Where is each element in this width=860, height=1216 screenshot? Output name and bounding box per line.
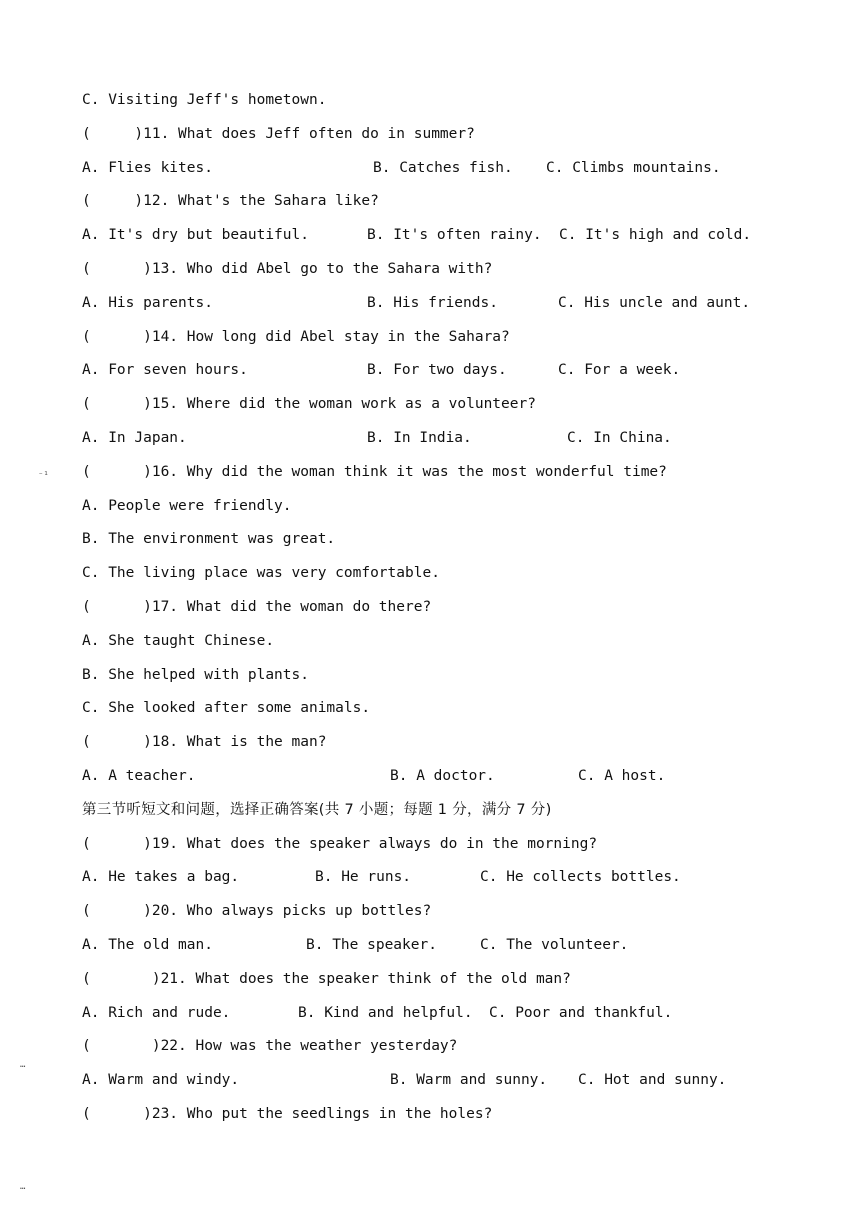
question-line: ( )18. What is the man? — [82, 734, 327, 751]
question-line: ( )12. What's the Sahara like? — [82, 193, 379, 210]
answer-option: A. Warm and windy. — [82, 1072, 240, 1089]
answer-option: B. A doctor. — [390, 768, 495, 784]
answer-option-line: C. Visiting Jeff's hometown. — [82, 92, 327, 108]
question-line: ( )11. What does Jeff often do in summer? — [82, 125, 475, 142]
answer-option-line: A. People were friendly. — [82, 497, 292, 514]
answer-option: A. It's dry but beautiful. — [82, 227, 309, 244]
answer-option: C. Hot and sunny. — [578, 1072, 727, 1089]
answer-option: B. The speaker. — [306, 937, 437, 953]
question-line: ( )14. How long did Abel stay in the Sahara? — [82, 328, 510, 345]
answer-option: C. In China. — [567, 430, 672, 446]
answer-option: A. A teacher. — [82, 768, 196, 784]
answer-option: C. His uncle and aunt. — [558, 294, 751, 311]
answer-option: C. The volunteer. — [480, 937, 629, 953]
answer-option: C. He collects bottles. — [480, 869, 681, 886]
answer-option-line: B. The environment was great. — [82, 531, 336, 548]
answer-option: C. A host. — [578, 768, 666, 784]
margin-mark: ⁻¹ — [38, 471, 49, 481]
answer-option: A. Rich and rude. — [82, 1004, 231, 1021]
answer-options-row — [82, 293, 782, 313]
answer-option: B. He runs. — [315, 869, 412, 886]
question-line: ( )13. Who did Abel go to the Sahara with? — [82, 261, 493, 277]
answer-option: B. Warm and sunny. — [390, 1072, 548, 1089]
question-line: ( )17. What did the woman do there? — [82, 599, 432, 615]
answer-option-line: B. She helped with plants. — [82, 666, 309, 683]
answer-options-row — [82, 158, 782, 178]
answer-option: B. His friends. — [367, 294, 498, 311]
question-line: ( )21. What does the speaker think of the old man? — [82, 970, 571, 987]
answer-option: A. For seven hours. — [82, 362, 248, 379]
answer-option-line: C. She looked after some animals. — [82, 700, 371, 717]
question-line: ( )19. What does the speaker always do in the morning? — [82, 835, 598, 852]
answer-options-row — [82, 867, 782, 887]
answer-option: B. For two days. — [367, 362, 507, 379]
question-line: ( )23. Who put the seedlings in the holes? — [82, 1106, 493, 1122]
section-heading: 第三节听短文和问题，选择正确答案(共 7 小题；每题 1 分，满分 7 分) — [82, 801, 552, 818]
answer-options-row — [82, 1070, 782, 1090]
answer-option-line: A. She taught Chinese. — [82, 632, 275, 649]
answer-option: B. In India. — [367, 430, 472, 446]
answer-option: C. Poor and thankful. — [489, 1004, 673, 1021]
question-line: ( )22. How was the weather yesterday? — [82, 1038, 458, 1055]
question-line: ( )16. Why did the woman think it was the most wonderful time? — [82, 463, 667, 480]
answer-option: B. It's often rainy. — [367, 227, 542, 244]
answer-option: B. Kind and helpful. — [298, 1004, 473, 1021]
margin-mark: … — [20, 1182, 26, 1192]
answer-option: A. His parents. — [82, 294, 213, 311]
answer-option: C. Climbs mountains. — [546, 159, 721, 176]
answer-option: A. In Japan. — [82, 430, 187, 446]
answer-option: B. Catches fish. — [373, 159, 513, 176]
answer-option: A. The old man. — [82, 937, 213, 953]
answer-options-row — [82, 935, 782, 955]
answer-option: A. Flies kites. — [82, 159, 213, 176]
question-line: ( )15. Where did the woman work as a volunteer? — [82, 396, 536, 413]
answer-option: C. It's high and cold. — [559, 227, 752, 244]
question-line: ( )20. Who always picks up bottles? — [82, 903, 432, 920]
answer-option: A. He takes a bag. — [82, 869, 240, 886]
answer-options-row — [82, 1003, 782, 1023]
answer-options-row — [82, 766, 782, 786]
answer-option: C. For a week. — [558, 362, 681, 379]
answer-options-row — [82, 225, 782, 245]
answer-options-row — [82, 428, 782, 448]
answer-options-row — [82, 360, 782, 380]
margin-mark: … — [20, 1060, 26, 1070]
answer-option-line: C. The living place was very comfortable. — [82, 565, 440, 582]
